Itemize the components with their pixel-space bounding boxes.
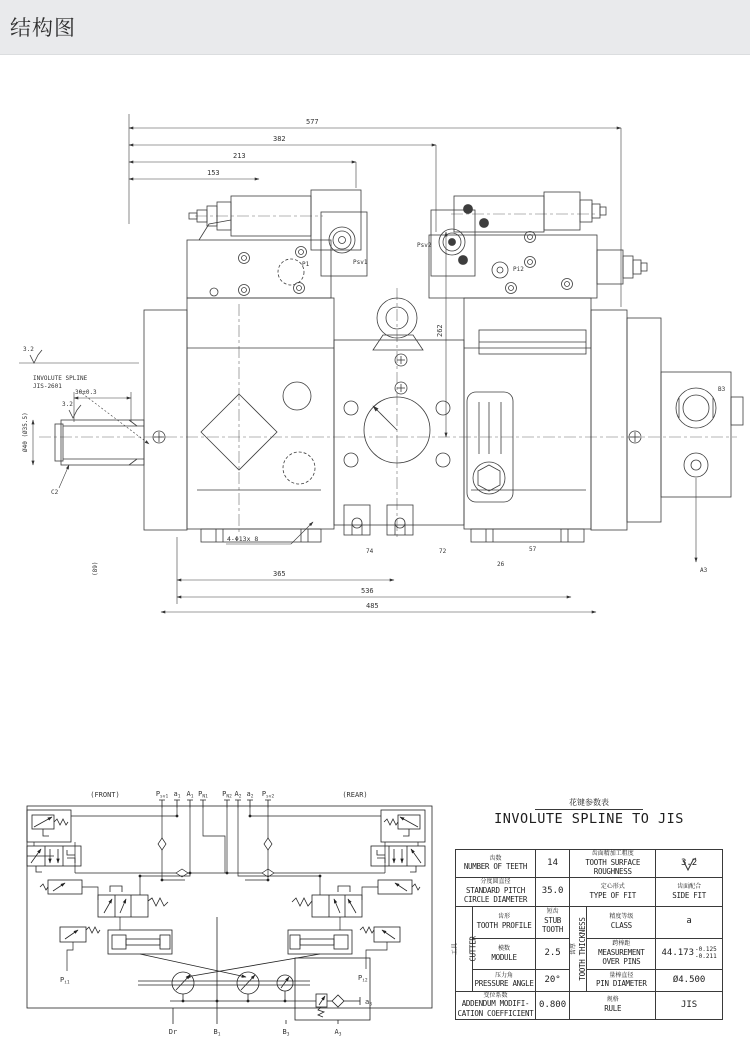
table-row xyxy=(456,850,723,878)
pumps xyxy=(138,954,320,994)
spec-title-en: INVOLUTE SPLINE TO JIS xyxy=(494,811,684,827)
rear-housing-details xyxy=(467,330,586,502)
port-a3-pilot: $a_3$ xyxy=(365,998,372,1008)
port-label-psv2: Psv2 xyxy=(417,242,432,249)
port-a3-main: $A_3$ xyxy=(334,1028,342,1038)
value-number-of-teeth: 14 xyxy=(535,850,569,878)
cell-addendum-coefficient: 变位系数 ADDENDUM MODIFI- CATION COEFFICIENT xyxy=(457,991,534,1018)
value-measurement-over-pins: 44.173 -0.125 -0.211 xyxy=(656,938,723,970)
chamfer-label: C2 xyxy=(51,489,59,496)
mounting-holes-callout: 4-Φ13x 8 xyxy=(227,535,259,543)
dimension-labels xyxy=(22,118,726,610)
port-label-psv1: Psv1 xyxy=(353,259,368,266)
port-psv2: $P_{sv2}$ xyxy=(261,790,275,800)
dim-536: 536 xyxy=(361,587,374,595)
table-row xyxy=(456,970,723,991)
value-class: a xyxy=(656,906,723,938)
rear-label: (REAR) xyxy=(342,791,368,799)
cell-type-of-fit: 定心形式 TYPE OF FIT xyxy=(570,878,656,906)
rear-servo-control-valves xyxy=(288,880,420,954)
port-label-b3: B3 xyxy=(718,386,726,393)
spline-note-line1: INVOLUTE SPLINE xyxy=(33,375,88,382)
dim-shaft-diameter: Ø40 (Ø35.5) xyxy=(22,412,29,452)
dim-72: 72 xyxy=(439,548,447,555)
rear-directional-valve xyxy=(371,846,425,872)
spec-title-cn: 花键参数表 xyxy=(535,797,643,810)
pilot-piping xyxy=(27,808,418,971)
group-cutter: 工具 CUTTER xyxy=(456,906,473,991)
nameplate xyxy=(467,392,513,502)
port-A1: $A_1$ xyxy=(186,790,194,800)
table-row xyxy=(456,938,723,970)
cell-surface-roughness: 齿面精加工粗度 TOOTH SURFACE ROUGHNESS xyxy=(570,850,656,878)
value-pitch-diameter: 35.0 xyxy=(535,878,569,906)
junction-dots xyxy=(139,815,322,1003)
cell-number-of-teeth: 齿数 NUMBER OF TEETH xyxy=(456,850,536,878)
spec-title xyxy=(455,790,723,827)
front-regulator-symbol xyxy=(27,810,71,842)
table-row xyxy=(456,878,723,906)
roughness-2: 3.2 xyxy=(62,401,73,408)
front-directional-valve xyxy=(27,846,81,872)
port-b3: $B_3$ xyxy=(282,1028,290,1038)
port-pn2: $P_{N2}$ xyxy=(222,790,232,800)
port-label-a3: A3 xyxy=(700,567,708,574)
value-type-of-fit: 齿面配合 SIDE FIT xyxy=(656,878,723,906)
value-pin-diameter: Ø4.500 xyxy=(656,970,723,991)
dim-74: 74 xyxy=(366,548,374,555)
port-pi1: $P_{i1}$ xyxy=(60,976,70,986)
roughness-symbol xyxy=(681,859,697,871)
port-label-p1: P1 xyxy=(302,261,310,268)
value-surface-roughness: 3.2 xyxy=(656,850,723,878)
front-label: (FRONT) xyxy=(90,791,120,799)
dim-top-2: 382 xyxy=(273,135,286,143)
group-tooth-thickness: 齿厚 TOOTH THICKNESS xyxy=(570,906,587,991)
dim-top-3: 213 xyxy=(233,152,246,160)
cell-rule: 规格 RULE xyxy=(570,991,656,1019)
port-pn1: $P_{N1}$ xyxy=(198,790,208,800)
value-module: 2.5 xyxy=(535,938,569,970)
cell-module: 模数 MODULE xyxy=(473,938,536,970)
pump-engineering-drawing xyxy=(11,92,739,637)
spline-spec-panel xyxy=(450,790,723,1020)
page-title: 结构图 xyxy=(10,17,76,40)
port-dr: Dr xyxy=(168,1028,178,1036)
value-tooth-profile: 短齿 STUB TOOTH xyxy=(535,906,569,938)
dim-57: 57 xyxy=(529,546,537,553)
dim-overall-length: 577 xyxy=(306,118,319,126)
port-pi2: $P_{i2}$ xyxy=(358,974,368,984)
port-label-pi2: Pi2 xyxy=(513,266,524,273)
port-a2: $a_2$ xyxy=(246,790,254,800)
port-A2: $A_2$ xyxy=(234,790,242,800)
gear-pump-subcircuit-box xyxy=(295,958,370,1020)
value-rule: JIS xyxy=(656,991,723,1019)
hydraulic-circuit-schematic xyxy=(20,780,440,1042)
spline-note-line2: JIS-2601 xyxy=(33,383,62,390)
port-a1: $a_1$ xyxy=(173,790,181,800)
table-row xyxy=(456,991,723,1019)
page-header xyxy=(0,0,750,55)
cell-pitch-diameter: 分度圆直径 STANDARD PITCH CIRCLE DIAMETER xyxy=(456,878,536,906)
value-addendum-coefficient: 0.800 xyxy=(535,991,569,1019)
dimensions xyxy=(19,114,621,612)
gear-pump xyxy=(661,372,743,562)
port-b1: $B_1$ xyxy=(213,1028,221,1038)
drive-shaft xyxy=(55,420,144,465)
circuit-envelope xyxy=(27,806,432,1008)
cell-class: 精度等级 CLASS xyxy=(587,906,656,938)
rear-regulator-symbol xyxy=(381,810,425,842)
dim-26: 26 xyxy=(497,561,505,568)
dim-365: 365 xyxy=(273,570,286,578)
top-port-stubs xyxy=(159,800,271,808)
port-psv1: $P_{sv1}$ xyxy=(155,790,169,800)
cell-measurement-over-pins: 跨棒距 MEASUREMENT OVER PINS xyxy=(587,938,656,970)
spline-spec-table xyxy=(450,849,723,1020)
dim-top-4: 153 xyxy=(207,169,220,177)
rear-regulator-assembly xyxy=(429,192,647,298)
front-servo-control-valves xyxy=(40,880,172,954)
roughness-1: 3.2 xyxy=(23,346,34,353)
cell-pressure-angle: 压力角 PRESSURE ANGLE xyxy=(473,970,536,991)
value-pressure-angle: 20° xyxy=(535,970,569,991)
table-row xyxy=(456,906,723,938)
front-regulator-assembly xyxy=(187,190,367,298)
dim-shaft-length: 30±0.3 xyxy=(75,389,97,396)
dim-485: 485 xyxy=(366,602,379,610)
cell-pin-diameter: 量棒直径 PIN DIAMETER xyxy=(587,970,656,991)
cell-tooth-profile: 齿形 TOOTH PROFILE xyxy=(473,906,536,938)
dim-89: (89) xyxy=(92,561,99,576)
dim-height: 262 xyxy=(436,324,444,337)
